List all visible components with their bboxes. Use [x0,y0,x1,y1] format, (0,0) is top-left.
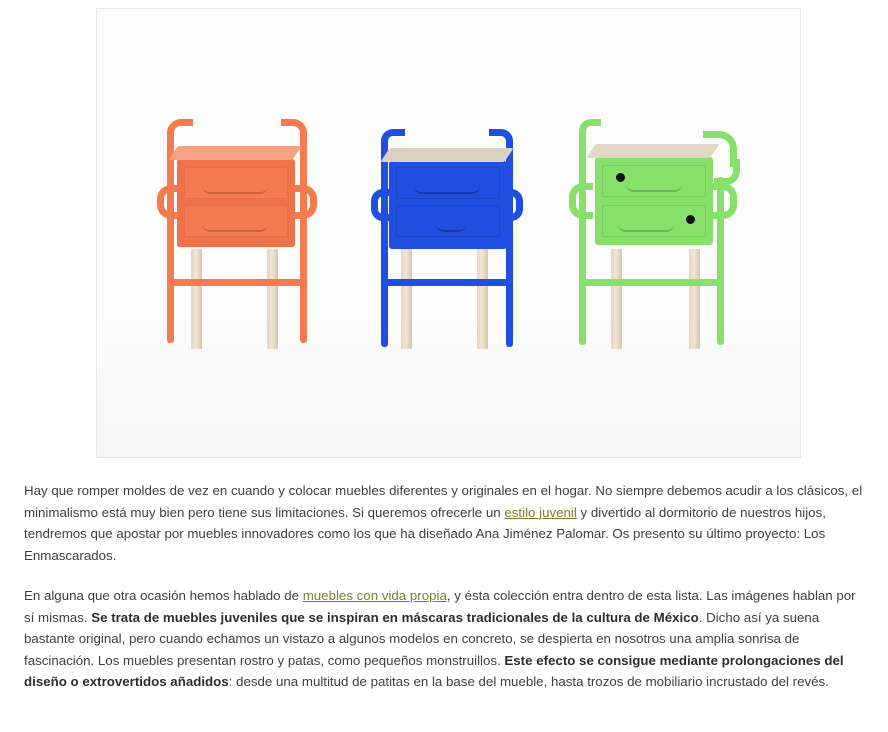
paragraph-2-text-c: . Dicho así ya suena bastante original, pero cuando echamos un vistazo a algunos modelos en concreto, se despierta en nosotros una amplia sonrisa de fascinación. Los muebles presentan rostro y patas, como pequeños monstruillos. [24,609,820,668]
drawer [602,205,706,237]
cabinet-body [389,161,507,249]
cabinet-body [177,159,295,247]
green-nightstand [577,119,747,349]
cabinet-top [586,144,719,158]
drawer [184,205,288,237]
furniture-photo [97,9,800,457]
link-muebles-con-vida-propia[interactable]: muebles con vida propia [302,588,447,603]
drawer-handle [414,186,480,194]
frame-cross-bar [167,279,307,286]
blue-nightstand [373,119,533,349]
drawer [602,165,706,197]
paragraph-2-bold-b: Este efecto se consigue mediante prolongaciones del diseño o extrovertidos añadidos [24,652,844,689]
wooden-leg [191,249,202,349]
wooden-leg [267,249,278,349]
frame-cross-bar [579,279,724,286]
paragraph-2-bold-a: Se trata de muebles juveniles que se inspiran en máscaras tradicionales de la cultura de México [91,609,699,625]
frame-arm-left [569,183,593,219]
cabinet-top [168,146,301,160]
article-body [24,480,866,712]
wooden-leg [611,249,622,349]
article-figure [96,8,801,458]
drawer [184,167,288,199]
wooden-leg [689,249,700,349]
wooden-leg [401,249,412,349]
eye-left [616,173,625,182]
cabinet-body [595,157,713,245]
paragraph-2-text-a: En alguna que otra ocasión hemos hablado de [24,588,303,603]
paragraph-2 [24,585,866,693]
cabinet-top [380,148,513,162]
eye-right [686,215,695,224]
frame-arm-right [293,185,317,219]
drawer-handle [202,186,268,194]
frame-foot-right [717,281,724,345]
orange-nightstand [163,119,323,349]
drawer [396,167,500,199]
frame-foot-right [300,281,307,343]
drawer [396,205,500,237]
link-estilo-juvenil[interactable]: estilo juvenil [504,504,577,520]
paragraph-1-text-a: Hay que romper moldes de vez en cuando y colocar muebles diferentes y originales en el hogar. No siempre debemos acudir a los clásicos, el minimalismo está muy bien pero tiene sus limitaciones. Si queremos ofrecerle un [24,483,863,520]
paragraph-2-text-d: : desde una multitud de patitas en la base del mueble, hasta trozos de mobiliario incrustado del revés. [228,674,829,689]
frame-foot-left [579,281,586,345]
paragraph-1-text-b: y divertido al dormitorio de nuestros hijos, tendremos que apostar por muebles innovadores como los que ha diseñado Ana Jiménez Palomar. Os presento su último proyecto: Los Enmascarados. [24,504,826,563]
wooden-leg [477,249,488,349]
frame-cross-bar [381,279,513,286]
frame-foot-left [167,281,174,343]
drawer-handle [436,224,466,232]
drawer-handle [626,184,682,192]
drawer-handle [202,224,268,232]
drawer-handle [618,224,674,232]
paragraph-1 [24,480,866,566]
frame-arm-right [711,183,737,219]
frame-foot-right [506,281,513,347]
frame-foot-left [381,281,388,347]
paragraph-2-text-b: , y ésta colección entra dentro de esta lista. Las imágenes hablan por sí mismas. [24,588,856,625]
